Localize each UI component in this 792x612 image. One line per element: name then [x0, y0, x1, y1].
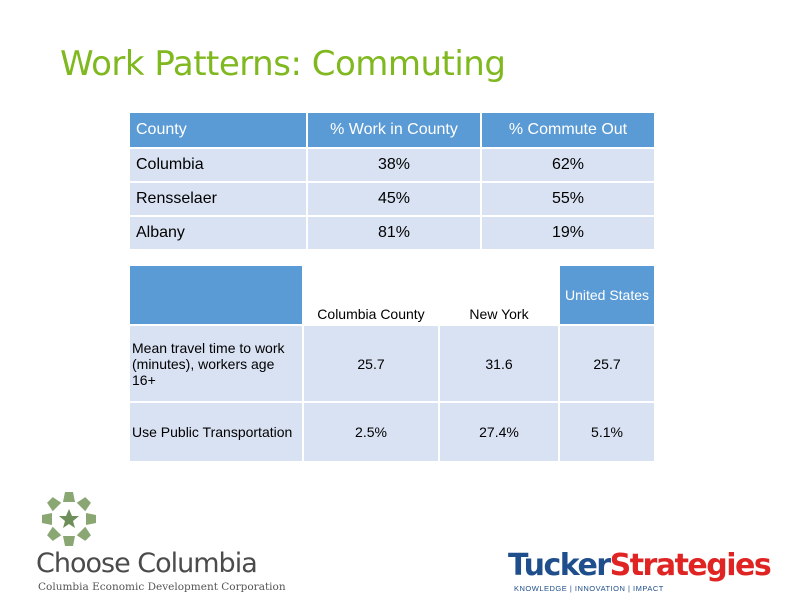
table-header-row	[130, 113, 654, 147]
table-row	[130, 183, 654, 215]
table-row	[130, 217, 654, 249]
county-cell: Columbia	[130, 149, 306, 181]
header-work-in-county: % Work in County	[308, 113, 480, 147]
united-states-cell: 5.1%	[560, 403, 654, 461]
choose-columbia-subtitle: Columbia Economic Development Corporation	[38, 581, 286, 593]
tucker-tagline: KNOWLEDGE | INNOVATION | IMPACT	[514, 584, 664, 593]
work-in-county-cell: 81%	[308, 217, 480, 249]
row-label: Use Public Transportation	[130, 403, 302, 461]
choose-columbia-wordmark: Choose Columbia	[36, 548, 257, 579]
slide-title: Work Patterns: Commuting	[60, 44, 506, 84]
header-united-states: United States	[560, 266, 654, 324]
choose-columbia-logo	[34, 490, 286, 600]
united-states-cell: 25.7	[560, 326, 654, 401]
table-row	[130, 326, 654, 401]
tucker-strategies-wordmark	[508, 548, 770, 583]
commute-out-cell: 55%	[482, 183, 654, 215]
tucker-strategies-logo	[508, 548, 771, 598]
new-york-cell: 27.4%	[440, 403, 558, 461]
star-flower-icon	[34, 490, 104, 548]
table-row	[130, 149, 654, 181]
tucker-word: Tucker	[508, 548, 610, 583]
header-county: County	[130, 113, 306, 147]
table-header-row	[130, 266, 654, 324]
strategies-word: Strategies	[609, 548, 771, 583]
columbia-county-cell: 25.7	[304, 326, 438, 401]
header-commute-out: % Commute Out	[482, 113, 654, 147]
header-new-york: New York	[440, 266, 558, 324]
commute-out-cell: 19%	[482, 217, 654, 249]
county-cell: Rensselaer	[130, 183, 306, 215]
work-in-county-cell: 45%	[308, 183, 480, 215]
row-label: Mean travel time to work (minutes), workers age 16+	[130, 326, 302, 401]
commute-out-cell: 62%	[482, 149, 654, 181]
commute-table	[128, 111, 656, 251]
columbia-county-cell: 2.5%	[304, 403, 438, 461]
work-in-county-cell: 38%	[308, 149, 480, 181]
header-columbia-county: Columbia County	[304, 266, 438, 324]
county-cell: Albany	[130, 217, 306, 249]
table-row	[130, 403, 654, 461]
header-blank	[130, 266, 302, 324]
new-york-cell: 31.6	[440, 326, 558, 401]
travel-comparison-table	[128, 264, 656, 463]
